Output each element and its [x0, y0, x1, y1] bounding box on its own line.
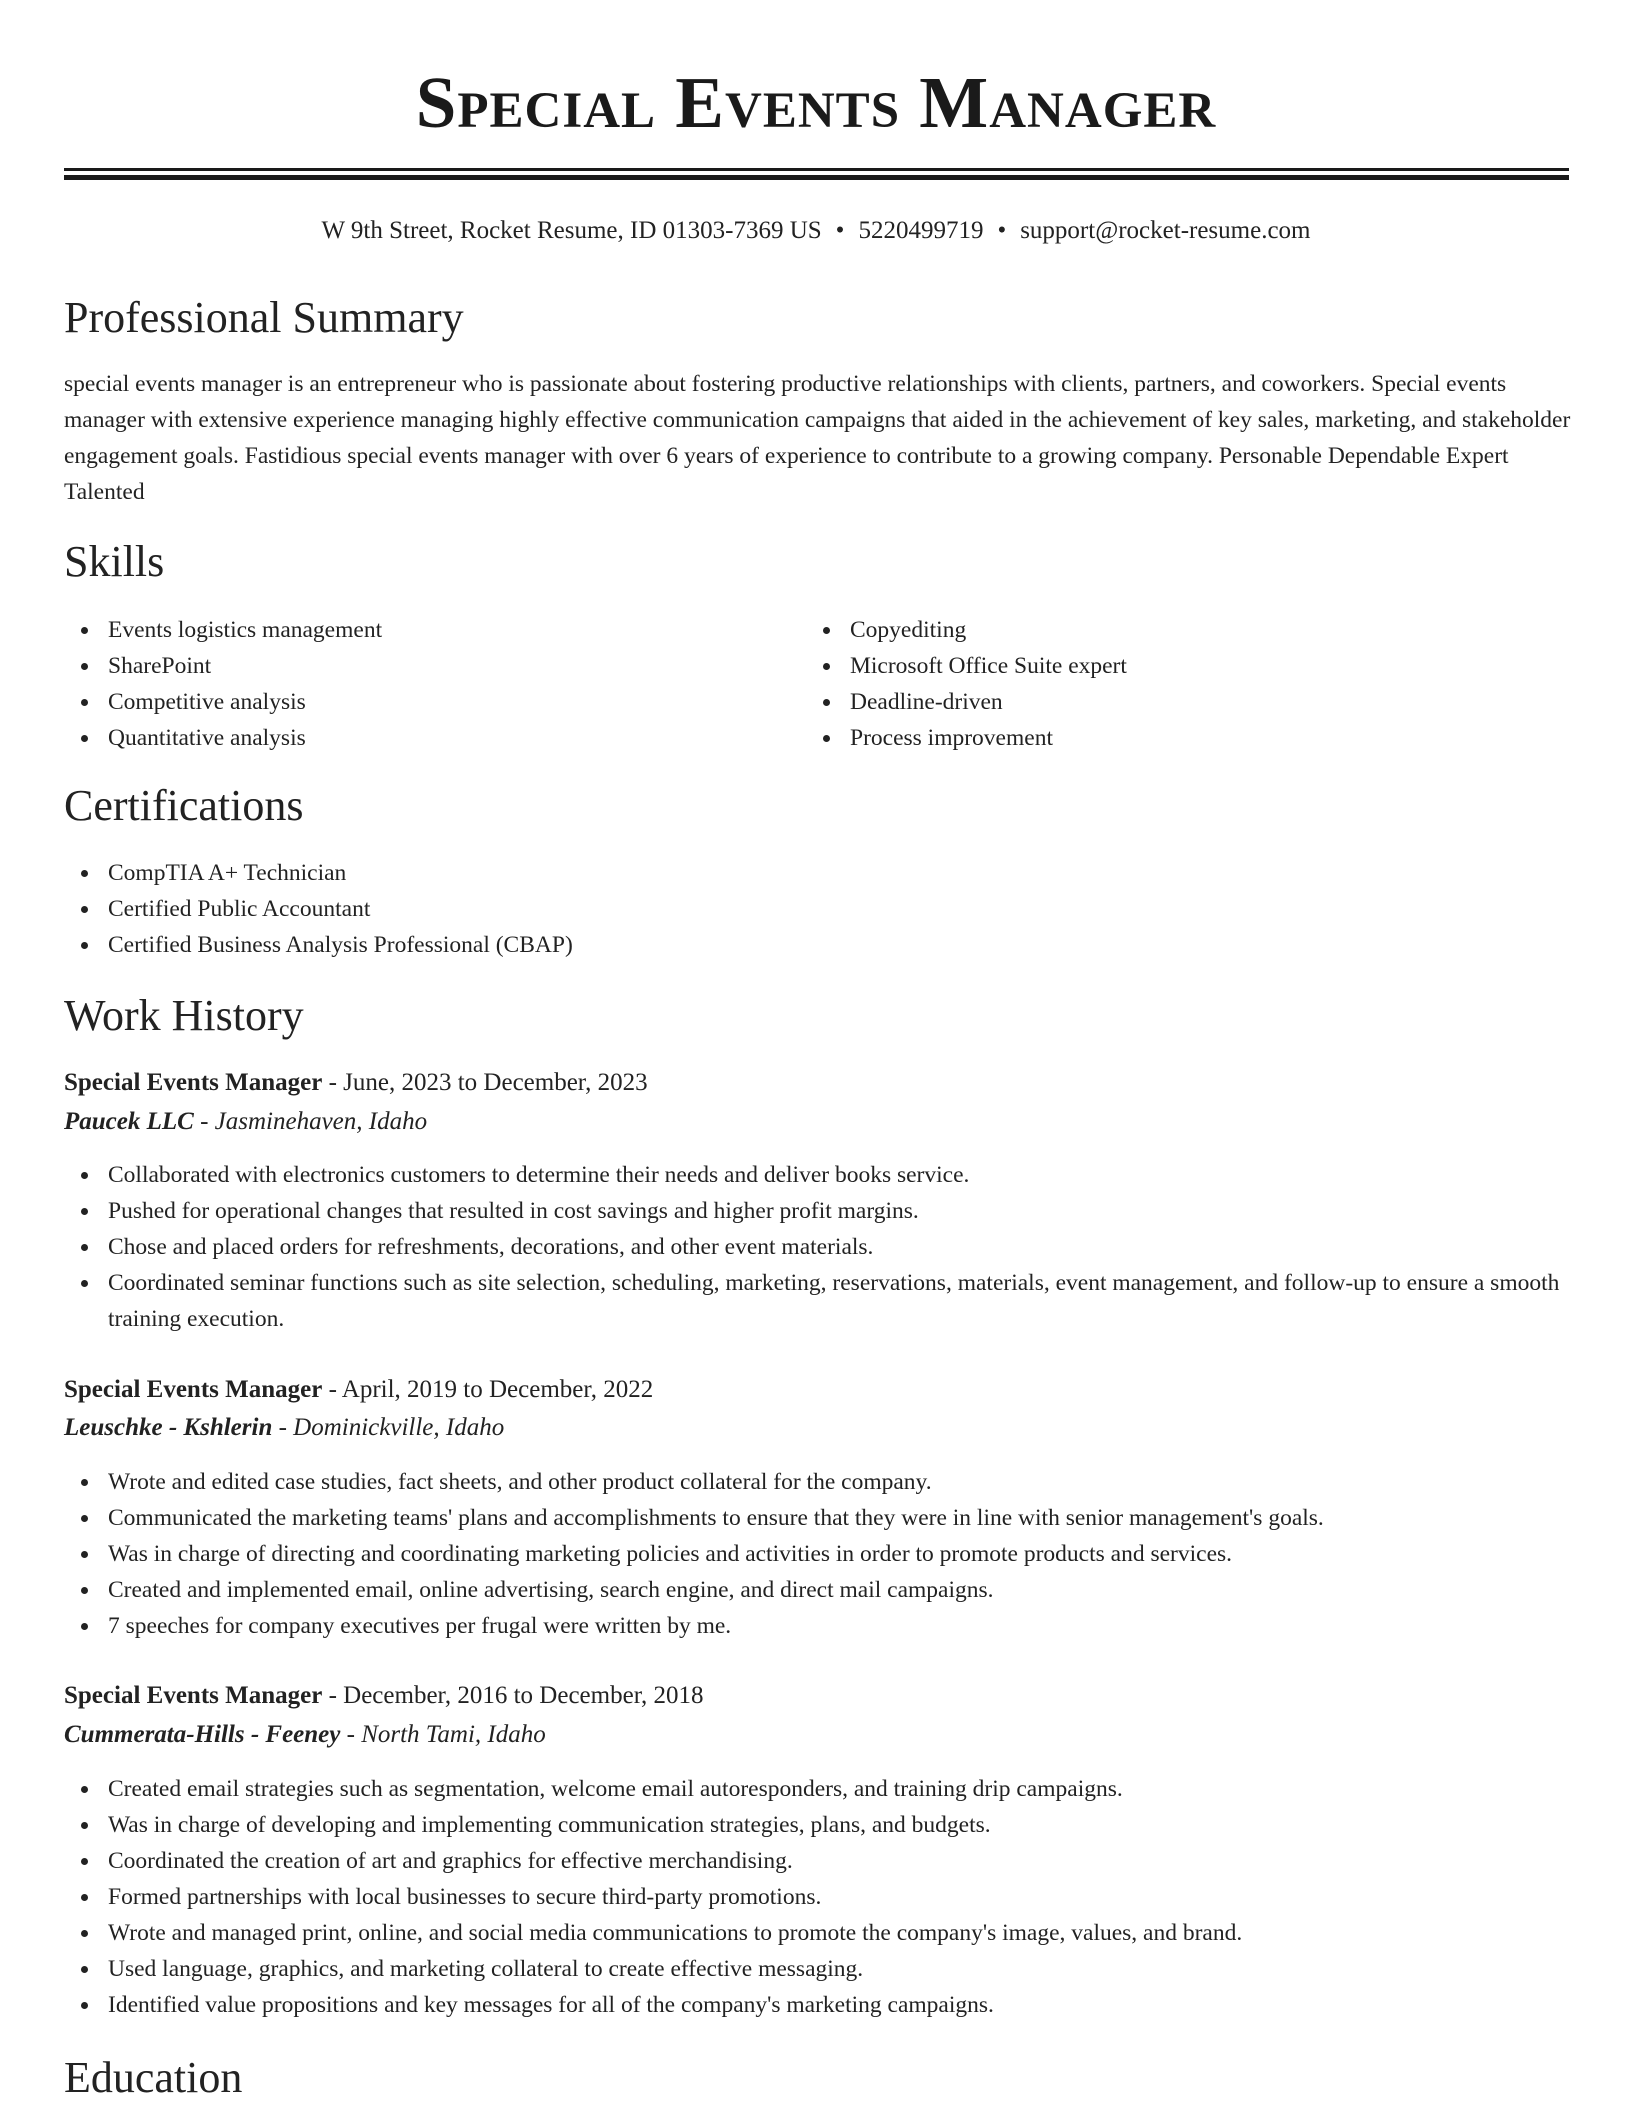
job-bullets — [64, 1464, 1574, 1644]
job-bullet: Wrote and edited case studies, fact sheets, and other product collateral for the company. — [64, 1464, 1574, 1500]
contact-separator: • — [835, 217, 845, 244]
skills-list-left — [64, 612, 764, 756]
skill-item: Process improvement — [806, 720, 1566, 756]
resume-name: Special Events Manager — [415, 62, 1217, 143]
job-bullet: Created email strategies such as segmentation, welcome email autoresponders, and training drip campaigns. — [64, 1771, 1574, 1807]
job-bullet: Chose and placed orders for refreshments, decorations, and other event materials. — [64, 1229, 1574, 1265]
job-title-line — [64, 1373, 653, 1407]
job-bullet: Formed partnerships with local businesses to secure third-party promotions. — [64, 1879, 1574, 1915]
certification-item: Certified Public Accountant — [64, 891, 1574, 927]
job-location: - Jasminehaven, Idaho — [193, 1108, 428, 1135]
job-company-line — [64, 1718, 546, 1752]
certifications-list — [64, 855, 1574, 963]
job-dates: - December, 2016 to December, 2018 — [322, 1682, 704, 1709]
job-company: Cummerata-Hills - Feeney — [64, 1721, 341, 1748]
job-bullet: Was in charge of directing and coordinating marketing policies and activities in order to promote products and services. — [64, 1536, 1574, 1572]
skill-item: Quantitative analysis — [64, 720, 764, 756]
section-heading-education: Education — [64, 2053, 243, 2102]
section-heading-skills: Skills — [64, 537, 165, 586]
skill-item: Deadline-driven — [806, 684, 1566, 720]
job-bullet: Identified value propositions and key messages for all of the company's marketing campaigns. — [64, 1987, 1574, 2023]
contact-address: W 9th Street, Rocket Resume, ID 01303-7369 US — [321, 217, 822, 244]
job-bullet: Pushed for operational changes that resulted in cost savings and higher profit margins. — [64, 1193, 1574, 1229]
header-divider-top — [64, 168, 1569, 171]
section-heading-certifications: Certifications — [64, 781, 304, 830]
job-title: Special Events Manager — [64, 1682, 323, 1709]
skill-item: Competitive analysis — [64, 684, 764, 720]
certification-item: CompTIA A+ Technician — [64, 855, 1574, 891]
job-bullet: Used language, graphics, and marketing collateral to create effective messaging. — [64, 1951, 1574, 1987]
job-bullet: Communicated the marketing teams' plans and accomplishments to ensure that they were in line with senior management's goals. — [64, 1500, 1574, 1536]
contact-phone: 5220499719 — [858, 217, 984, 244]
job-title-line — [64, 1066, 648, 1100]
certification-item: Certified Business Analysis Professional (CBAP) — [64, 927, 1574, 963]
job-bullet: Coordinated the creation of art and graphics for effective merchandising. — [64, 1843, 1574, 1879]
job-company: Paucek LLC — [64, 1108, 194, 1135]
skill-item: Copyediting — [806, 612, 1566, 648]
job-company-line — [64, 1411, 504, 1445]
job-location: - Dominickville, Idaho — [272, 1414, 505, 1441]
job-company: Leuschke - Kshlerin — [64, 1414, 273, 1441]
contact-email: support@rocket-resume.com — [1020, 217, 1311, 244]
contact-line — [0, 214, 1632, 248]
job-title-line — [64, 1679, 704, 1713]
section-heading-work-history: Work History — [64, 991, 304, 1040]
skill-item: Microsoft Office Suite expert — [806, 648, 1566, 684]
skill-item: SharePoint — [64, 648, 764, 684]
header-divider-bottom — [64, 175, 1569, 180]
job-title: Special Events Manager — [64, 1376, 323, 1403]
job-dates: - April, 2019 to December, 2022 — [322, 1376, 654, 1403]
job-bullet: Wrote and managed print, online, and social media communications to promote the company's image, values, and brand. — [64, 1915, 1574, 1951]
job-bullet: Created and implemented email, online advertising, search engine, and direct mail campaigns. — [64, 1572, 1574, 1608]
job-bullet: 7 speeches for company executives per frugal were written by me. — [64, 1608, 1574, 1644]
contact-separator: • — [997, 217, 1007, 244]
job-dates: - June, 2023 to December, 2023 — [322, 1069, 648, 1096]
job-bullets — [64, 1771, 1574, 2023]
job-bullets — [64, 1157, 1574, 1337]
section-heading-summary: Professional Summary — [64, 293, 464, 342]
job-bullet: Was in charge of developing and implementing communication strategies, plans, and budgets. — [64, 1807, 1574, 1843]
job-company-line — [64, 1105, 427, 1139]
job-bullet: Collaborated with electronics customers to determine their needs and deliver books service. — [64, 1157, 1574, 1193]
job-location: - North Tami, Idaho — [340, 1721, 546, 1748]
summary-text: special events manager is an entrepreneur who is passionate about fostering productive relationships with clients, partners, and coworkers. Special events manager with extensive experience managing highly effective communication campaigns that aided in the achievement of key sales, marketing, and stakeholder engagement goals. Fastidious special events manager with over 6 years of experience to contribute to a growing company. Personable Dependable Expert Talented — [64, 371, 1571, 505]
skill-item: Events logistics management — [64, 612, 764, 648]
skills-list-right — [806, 612, 1566, 756]
job-title: Special Events Manager — [64, 1069, 323, 1096]
job-bullet: Coordinated seminar functions such as site selection, scheduling, marketing, reservations, materials, event management, and follow-up to ensure a smooth training execution. — [64, 1265, 1574, 1337]
